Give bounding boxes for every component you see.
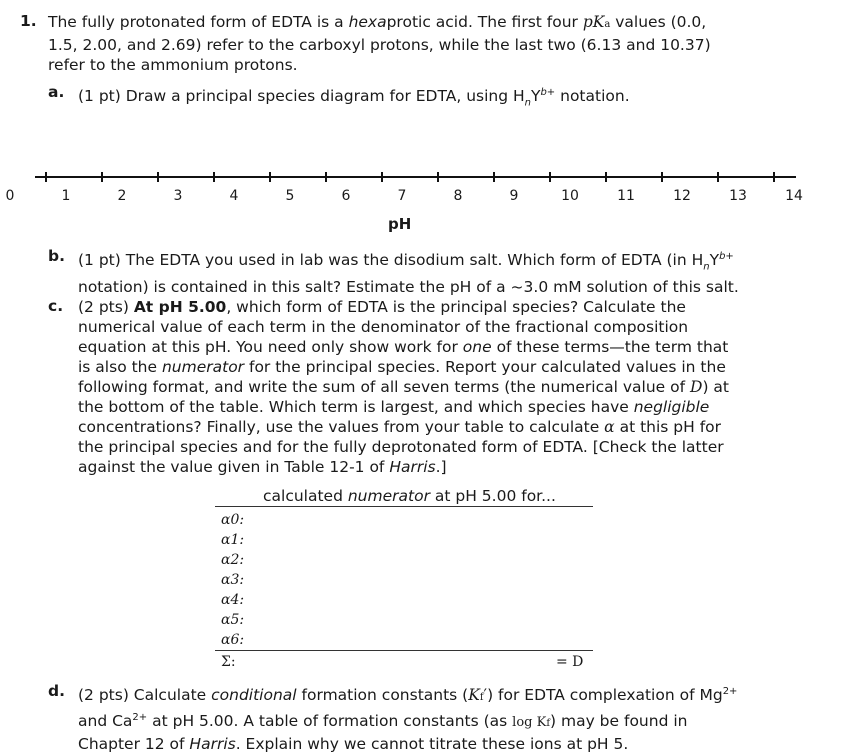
q1-line1c: protic acid. The first four xyxy=(386,13,583,31)
part-d-text xyxy=(78,682,838,754)
notation-sup: b+ xyxy=(719,251,734,262)
ph-tick-mark xyxy=(381,172,383,182)
ph-tick-label-7: 7 xyxy=(397,188,407,204)
table-row-alpha3: α3: xyxy=(221,572,245,588)
c-l4i: numerator xyxy=(161,358,245,376)
c-l6i: negligible xyxy=(633,398,710,416)
kf-prime: ′ xyxy=(483,686,488,705)
logk-sub: f xyxy=(546,718,551,730)
table-row-alpha0: α0: xyxy=(221,512,245,528)
d-l1c: ) for EDTA complexation of Mg xyxy=(487,686,723,705)
part-b-line1a: (1 pt) The EDTA you used in lab was the disodium salt. Which form of EDTA (in xyxy=(78,251,692,270)
c-l3b: of these terms—the term that xyxy=(491,338,729,356)
q1-line3: refer to the ammonium protons. xyxy=(48,56,298,74)
ph-tick-label-2: 2 xyxy=(117,188,127,204)
kf-symbol: K xyxy=(468,686,480,705)
part-b-line2: notation) is contained in this salt? Estimate the pH of a ~3.0 mM solution of this salt. xyxy=(78,278,739,297)
c-l9i: Harris xyxy=(389,458,436,476)
ca-sup: 2+ xyxy=(132,712,148,724)
part-c-text xyxy=(78,297,838,477)
d-l3i: Harris xyxy=(189,735,236,754)
q1-line1a: The fully protonated form of EDTA is a xyxy=(48,13,349,31)
c-l4a: is also the xyxy=(78,358,162,376)
ph-axis-label: pH xyxy=(388,215,412,233)
table-row-alpha2: α2: xyxy=(221,552,245,568)
part-a-text xyxy=(78,83,818,113)
logk-symbol: log K xyxy=(512,715,547,731)
c-l4b: for the principal species. Report your calculated values in the xyxy=(244,358,726,376)
d-l2c: ) may be found in xyxy=(550,712,688,731)
notation-y: Y xyxy=(709,251,720,270)
c-l5: following format, and write the sum of all seven terms (the numerical value of xyxy=(78,378,691,396)
c-l9b: .] xyxy=(435,458,447,476)
table-row-sigma: Σ: xyxy=(221,654,236,670)
part-a-text1: (1 pt) Draw a principal species diagram for EDTA, using xyxy=(78,87,513,106)
table-sum-rule xyxy=(215,650,593,651)
ph-tick-mark xyxy=(773,172,775,182)
notation-h: H xyxy=(691,251,704,270)
c-l5b: ) at xyxy=(702,378,730,396)
c-l3i: one xyxy=(462,338,492,356)
table-head-a: calculated xyxy=(263,487,348,505)
table-head-b: at pH 5.00 for... xyxy=(429,487,556,505)
kf-sub: f xyxy=(479,692,484,704)
ph-tick-mark xyxy=(325,172,327,182)
table-eq-d xyxy=(556,654,583,670)
notation-sub: n xyxy=(524,97,531,109)
question-1-text xyxy=(48,12,838,75)
ph-tick-mark xyxy=(45,172,47,182)
ph-tick-label-13: 13 xyxy=(729,188,747,204)
notation-sub: n xyxy=(703,261,710,273)
ph-tick-mark xyxy=(101,172,103,182)
part-a-text2: notation. xyxy=(555,87,630,106)
c-l6a: the bottom of the table. Which term is largest, and which species have xyxy=(78,398,634,416)
ph-tick-mark xyxy=(493,172,495,182)
part-c-letter: c. xyxy=(48,297,64,315)
ph-tick-label-11: 11 xyxy=(617,188,635,204)
question-number: 1. xyxy=(20,12,37,30)
ph-axis-line xyxy=(35,176,796,178)
ph-tick-mark xyxy=(605,172,607,182)
c-l1c: , which form of EDTA is the principal species? Calculate the xyxy=(226,298,686,316)
c-l5D: D xyxy=(690,378,703,396)
ph-tick-label-4: 4 xyxy=(229,188,239,204)
d-l3b: . Explain why we cannot titrate these ions at pH 5. xyxy=(235,735,629,754)
ph-tick-label-12: 12 xyxy=(673,188,691,204)
ph-tick-label-1: 1 xyxy=(61,188,71,204)
c-l3: equation at this pH. You need only show work for xyxy=(78,338,463,356)
c-l1b: At pH 5.00 xyxy=(133,298,227,316)
ph-tick-label-3: 3 xyxy=(173,188,183,204)
table-row-alpha5: α5: xyxy=(221,612,245,628)
ph-tick-label-9: 9 xyxy=(509,188,519,204)
ph-tick-mark xyxy=(269,172,271,182)
pka-symbol: pK xyxy=(582,13,605,31)
d-l1i: conditional xyxy=(211,686,297,705)
ph-tick-label-6: 6 xyxy=(341,188,351,204)
table-row-alpha1: α1: xyxy=(221,532,245,548)
table-head-i: numerator xyxy=(347,487,430,505)
ph-tick-mark xyxy=(437,172,439,182)
part-b-letter: b. xyxy=(48,247,65,265)
ph-tick-mark xyxy=(717,172,719,182)
table-top-rule xyxy=(215,506,593,507)
ph-tick-label-5: 5 xyxy=(285,188,295,204)
d-l2a: and Ca xyxy=(78,712,133,731)
notation-sup: b+ xyxy=(540,87,556,98)
ph-tick-mark xyxy=(549,172,551,182)
d-l1a: (2 pts) Calculate xyxy=(78,686,212,705)
eq-d-text: = D xyxy=(556,654,584,670)
q1-hexa: hexa xyxy=(348,13,387,31)
c-l9a: against the value given in Table 12-1 of xyxy=(78,458,390,476)
notation-h: H xyxy=(512,87,525,106)
d-l2b: at pH 5.00. A table of formation constants (as xyxy=(147,712,513,731)
pka-sub: a xyxy=(604,19,611,30)
ph-tick-label-10: 10 xyxy=(561,188,579,204)
part-d-letter: d. xyxy=(48,682,65,700)
c-l7b: at this pH for xyxy=(614,418,722,436)
table-header xyxy=(263,487,556,505)
ph-tick-label-8: 8 xyxy=(453,188,463,204)
d-l3a: Chapter 12 of xyxy=(78,735,190,754)
c-l7a: concentrations? Finally, use the values from your table to calculate xyxy=(78,418,605,436)
c-l1a: (2 pts) xyxy=(78,298,134,316)
ph-tick-mark xyxy=(213,172,215,182)
d-l1b: formation constants ( xyxy=(296,686,469,705)
c-alpha: α xyxy=(604,418,615,436)
mg-sup: 2+ xyxy=(722,686,738,697)
table-row-alpha4: α4: xyxy=(221,592,245,608)
notation-y: Y xyxy=(530,87,541,106)
ph-tick-mark xyxy=(661,172,663,182)
c-l2: numerical value of each term in the denominator of the fractional composition xyxy=(78,318,689,336)
table-row-alpha6: α6: xyxy=(221,632,245,648)
q1-line2: 1.5, 2.00, and 2.69) refer to the carboxyl protons, while the last two (6.13 and 10.37) xyxy=(48,36,711,54)
ph-tick-label-0: 0 xyxy=(5,188,15,204)
c-l8: the principal species and for the fully deprotonated form of EDTA. [Check the latter xyxy=(78,438,724,456)
ph-tick-mark xyxy=(157,172,159,182)
part-b-text xyxy=(78,247,838,297)
q1-line1d: values (0.0, xyxy=(610,13,707,31)
ph-tick-label-14: 14 xyxy=(785,188,803,204)
part-a-letter: a. xyxy=(48,83,65,101)
